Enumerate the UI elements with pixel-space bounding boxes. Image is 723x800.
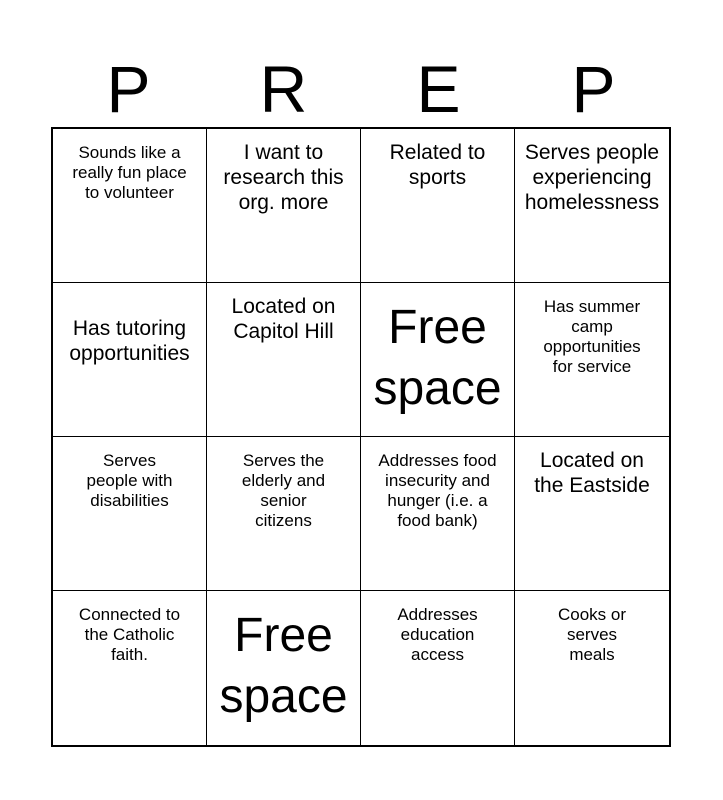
- free-space-cell[interactable]: [207, 591, 361, 745]
- bingo-cell[interactable]: [361, 129, 515, 283]
- bingo-cell[interactable]: [207, 437, 361, 591]
- free-space-text: Free space: [373, 301, 502, 416]
- bingo-cell[interactable]: [515, 437, 669, 591]
- cell-text: Located on Capitol Hill: [231, 295, 336, 343]
- bingo-cell[interactable]: [361, 591, 515, 745]
- bingo-cell[interactable]: [53, 129, 207, 283]
- bingo-cell[interactable]: [53, 283, 207, 437]
- cell-text: Related to sports: [389, 141, 486, 189]
- cell-text: Sounds like a really fun place to volunteer: [72, 143, 187, 203]
- cell-text: I want to research this org. more: [223, 141, 344, 214]
- header-letter-r: R: [259, 52, 308, 126]
- cell-text: Serves people experiencing homelessness: [524, 141, 660, 214]
- cell-text: Connected to the Catholic faith.: [78, 605, 181, 665]
- header-letter-p: P: [106, 52, 151, 126]
- bingo-cell[interactable]: [53, 591, 207, 745]
- bingo-header: [51, 52, 671, 126]
- bingo-board: [51, 127, 671, 747]
- cell-text: Has summer camp opportunities for service: [543, 297, 641, 377]
- free-space-cell[interactable]: [361, 283, 515, 437]
- cell-text: Serves the elderly and senior citizens: [241, 451, 326, 531]
- cell-text: Addresses food insecurity and hunger (i.e. a food bank): [378, 451, 497, 531]
- bingo-cell[interactable]: [515, 591, 669, 745]
- cell-text: Cooks or serves meals: [557, 605, 627, 665]
- cell-text: Located on the Eastside: [534, 449, 650, 497]
- cell-text: Serves people with disabilities: [86, 451, 173, 511]
- cell-text: Has tutoring opportunities: [69, 317, 190, 365]
- bingo-cell[interactable]: [515, 283, 669, 437]
- bingo-cell[interactable]: [207, 283, 361, 437]
- bingo-cell[interactable]: [515, 129, 669, 283]
- header-letter-e: E: [416, 52, 461, 126]
- bingo-cell[interactable]: [361, 437, 515, 591]
- header-letter-p-second: P: [571, 52, 616, 126]
- cell-text: Addresses education access: [397, 605, 478, 665]
- bingo-cell[interactable]: [207, 129, 361, 283]
- free-space-text: Free space: [219, 609, 348, 724]
- bingo-cell[interactable]: [53, 437, 207, 591]
